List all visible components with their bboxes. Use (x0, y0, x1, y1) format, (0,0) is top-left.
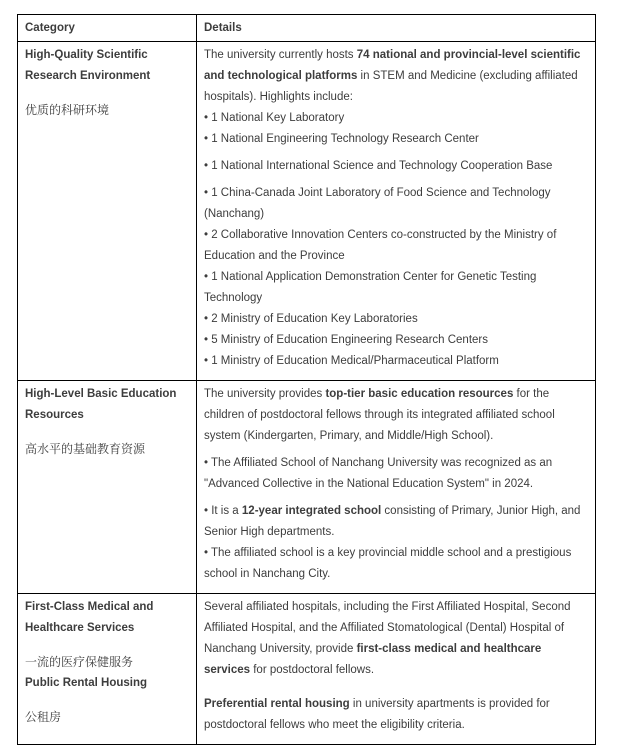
bold-text-segment: Preferential rental housing (204, 698, 350, 710)
table-row (18, 381, 596, 594)
text-segment: consisting of Primary, Junior High, and Senior High departments. (204, 505, 581, 538)
text-segment: • 2 Collaborative Innovation Centers co-constructed by the Ministry of Education and the Province (204, 229, 557, 262)
text-segment: for postdoctoral fellows. (250, 664, 375, 676)
text-segment: for the children of postdoctoral fellows through its integrated affiliated school system (Kindergarten, Primary, and Middle/High School). (204, 388, 555, 442)
text-segment: The university provides (204, 388, 326, 400)
header-row (18, 15, 596, 42)
text-segment: • 1 National Engineering Technology Research Center (204, 133, 479, 145)
text-segment: Several affiliated hospitals, including the First Affiliated Hospital, Second Affiliated Hospital, and the Affiliated Stomatological (Dental) Hospital of Nanchang University, provide (204, 601, 571, 655)
detail-paragraph (204, 597, 586, 681)
category-label: High-Level Basic Education Resources (25, 388, 177, 421)
bullet-item (204, 225, 586, 267)
bold-text-segment: top-tier basic education resources (325, 388, 514, 400)
bullet-item (204, 129, 586, 150)
category-cell (18, 381, 197, 594)
table-body (18, 42, 596, 745)
text-segment: in university apartments is provided for postdoctoral fellows who meet the eligibility criteria. (204, 698, 550, 731)
bullet-item (204, 453, 586, 495)
category-cell (18, 42, 197, 381)
detail-paragraph (204, 384, 586, 447)
bullet-item (204, 156, 586, 177)
benefits-table (17, 14, 596, 745)
detail-paragraph (204, 45, 586, 108)
text-segment: • 2 Ministry of Education Key Laboratories (204, 313, 418, 325)
category-label-zh: 公租房 (25, 710, 62, 724)
text-segment: • 1 China-Canada Joint Laboratory of Food Science and Technology (Nanchang) (204, 187, 551, 220)
category-label: First-Class Medical and Healthcare Services (25, 601, 154, 634)
bullet-item (204, 351, 586, 372)
bullet-item (204, 330, 586, 351)
details-cell (197, 381, 596, 594)
detail-paragraph (204, 694, 586, 736)
bold-text-segment: 74 national and provincial-level scientific and technological platforms (204, 49, 581, 82)
text-segment: • 1 National Key Laboratory (204, 112, 345, 124)
bullet-item (204, 108, 586, 129)
text-segment: • 1 Ministry of Education Medical/Pharmaceutical Platform (204, 355, 499, 367)
details-cell (197, 42, 596, 381)
category-label-zh: 优质的科研环境 (25, 103, 110, 117)
text-segment: • The Affiliated School of Nanchang University was recognized as an "Advanced Collective in the National Education System" in 2024. (204, 457, 553, 490)
text-segment: • It is a (204, 505, 242, 517)
details-cell (197, 594, 596, 745)
bullet-item (204, 543, 586, 585)
category-label: Public Rental Housing (25, 677, 148, 689)
bold-text-segment: 12-year integrated school (241, 505, 382, 517)
text-segment: in STEM and Medicine (excluding affiliated hospitals). Highlights include: (204, 70, 578, 103)
category-label: High-Quality Scientific Research Environment (25, 49, 151, 82)
text-segment: • The affiliated school is a key provincial middle school and a prestigious school in Nanchang City. (204, 547, 572, 580)
text-segment: The university currently hosts (204, 49, 357, 61)
text-segment: • 1 National Application Demonstration Center for Genetic Testing Technology (204, 271, 537, 304)
bullet-item (204, 267, 586, 309)
column-header-category: Category (18, 15, 197, 42)
category-cell (18, 594, 197, 745)
category-label-zh: 一流的医疗保健服务 (25, 655, 134, 669)
text-segment: • 1 National International Science and Technology Cooperation Base (204, 160, 553, 172)
table-row (18, 594, 596, 745)
bullet-item (204, 183, 586, 225)
bullet-item (204, 501, 586, 543)
table-row (18, 42, 596, 381)
category-label-zh: 高水平的基础教育资源 (25, 442, 146, 456)
column-header-details: Details (197, 15, 596, 42)
bold-text-segment: first-class medical and healthcare services (204, 643, 542, 676)
bullet-item (204, 309, 586, 330)
text-segment: • 5 Ministry of Education Engineering Research Centers (204, 334, 489, 346)
